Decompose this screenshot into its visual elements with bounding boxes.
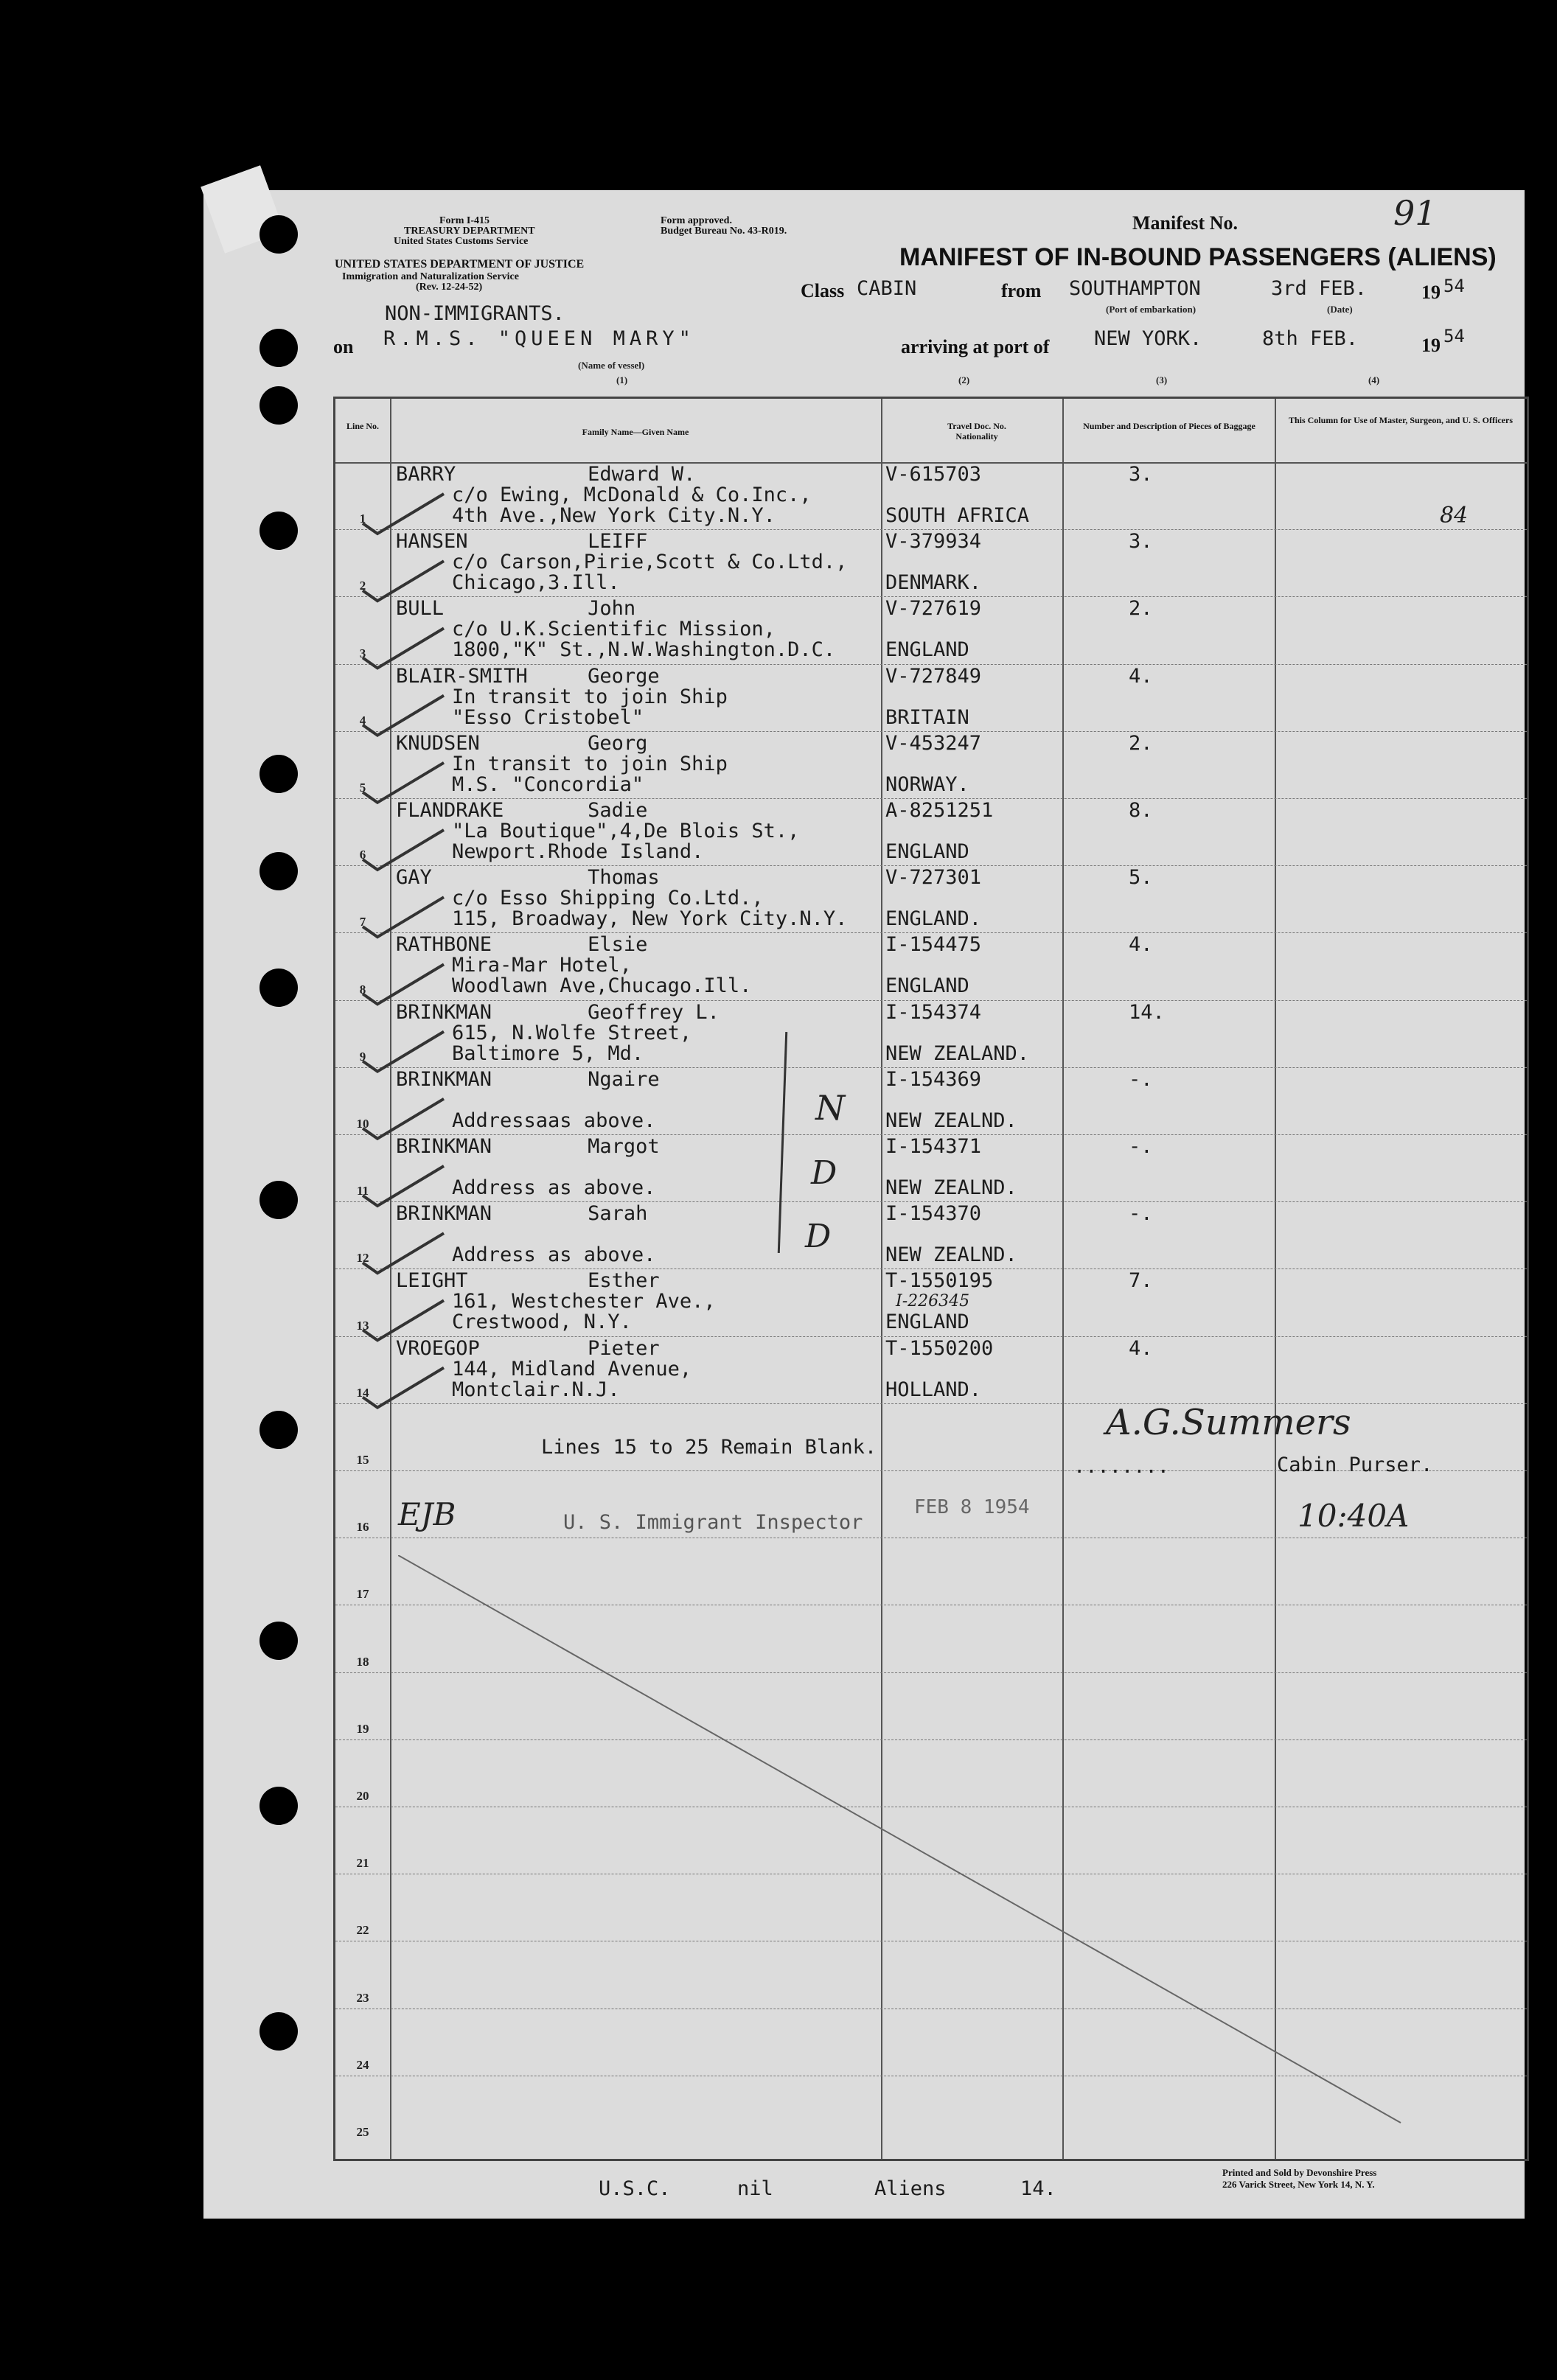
line-number: 12 <box>356 1251 369 1266</box>
travel-document-number: V-727849 <box>885 664 982 688</box>
line-number: 23 <box>356 1990 369 2005</box>
passenger-name: BRINKMAN Margot <box>396 1135 660 1158</box>
travel-document-number: V-727619 <box>885 597 982 621</box>
line-number: 4 <box>359 713 366 727</box>
vessel-caption: (Name of vessel) <box>578 360 645 371</box>
passenger-address-line-2: Address as above. <box>452 1176 656 1199</box>
binder-hole <box>260 329 298 367</box>
column-2-marker: (2) <box>958 374 970 385</box>
baggage-count: 5. <box>1129 866 1153 890</box>
line-number: 11 <box>356 1184 369 1198</box>
passenger-address-line-1: 144, Midland Avenue, <box>452 1357 692 1381</box>
baggage-count: -. <box>1129 1202 1153 1226</box>
nationality: NEW ZEALND. <box>885 1243 1017 1267</box>
passenger-address-line-1: Mira-Mar Hotel, <box>452 954 632 977</box>
passenger-address-line-1: In transit to join Ship <box>452 685 728 708</box>
binder-hole <box>260 755 298 793</box>
passenger-name: RATHBONE Elsie <box>396 933 648 957</box>
check-mark <box>363 561 444 601</box>
passenger-name: BULL John <box>396 597 636 621</box>
passenger-name: GAY Thomas <box>396 866 660 890</box>
revision: (Rev. 12-24-52) <box>416 282 483 293</box>
year-prefix: 19 <box>1421 282 1441 303</box>
travel-document-number: I-154369 <box>885 1067 982 1091</box>
binder-hole <box>260 1622 298 1660</box>
line-number: 7 <box>359 915 366 929</box>
baggage-count: -. <box>1129 1135 1153 1158</box>
line-number: 15 <box>356 1453 369 1467</box>
on-label: on <box>333 336 354 357</box>
cabin-purser: Cabin Purser. <box>1277 1454 1433 1476</box>
baggage-count: 14. <box>1129 1000 1165 1024</box>
check-mark <box>363 628 444 668</box>
passenger-name: BARRY Edward W. <box>396 463 696 486</box>
binder-hole <box>260 1181 298 1219</box>
line-number: 25 <box>356 2125 369 2139</box>
check-mark <box>363 964 444 1004</box>
printer-line-1: Printed and Sold by Devonshire Press <box>1222 2167 1377 2178</box>
passenger-address-line-2: 115, Broadway, New York City.N.Y. <box>452 907 848 931</box>
passenger-address-line-2: Baltimore 5, Md. <box>452 1041 644 1065</box>
travel-document-number: T-1550200 <box>885 1336 994 1360</box>
port-embarkation-caption: (Port of embarkation) <box>1106 304 1197 315</box>
passenger-name: LEIGHT Esther <box>396 1269 660 1293</box>
footer-nil: nil <box>737 2177 773 2200</box>
purser-signature: A.G.Summers <box>1106 1402 1351 1443</box>
col-name: Family Name—Given Name <box>582 427 689 437</box>
treasury-dept: TREASURY DEPARTMENT <box>404 226 535 237</box>
line-number: 14 <box>356 1385 369 1400</box>
inspector-initials: EJB <box>398 1496 456 1532</box>
year-prefix: 19 <box>1421 335 1441 356</box>
nationality: ENGLAND <box>885 840 969 863</box>
date-stamp: FEB 8 1954 <box>914 1496 1030 1518</box>
binder-hole <box>260 2012 298 2051</box>
line-number: 19 <box>356 1721 369 1736</box>
purser-dots: ........ <box>1073 1455 1170 1478</box>
line-number: 2 <box>359 579 366 593</box>
binder-hole <box>260 512 298 550</box>
baggage-count: 3. <box>1129 530 1153 554</box>
line-number: 13 <box>356 1318 369 1333</box>
binder-hole <box>260 1411 298 1449</box>
passenger-address-line-1: c/o Esso Shipping Co.Ltd., <box>452 887 764 910</box>
nationality: NEW ZEALAND. <box>885 1041 1030 1065</box>
binder-hole <box>260 215 298 254</box>
arrival-port: NEW YORK. <box>1094 327 1202 350</box>
check-mark <box>363 897 444 937</box>
passenger-address-line-1: "La Boutique",4,De Blois St., <box>452 820 800 842</box>
cancel-line <box>398 1555 1430 2130</box>
nationality: ENGLAND <box>885 638 969 662</box>
baggage-count: 7. <box>1129 1269 1153 1293</box>
embarkation-year: 54 <box>1443 276 1465 296</box>
passenger-name: BRINKMAN Ngaire <box>396 1067 660 1091</box>
col-officers: This Column for Use of Master, Surgeon, and U. S. Officers <box>1288 415 1513 425</box>
passenger-address-line-2: Crestwood, N.Y. <box>452 1311 632 1334</box>
manifest-number: 91 <box>1393 193 1437 233</box>
handwritten-d: D <box>805 1218 832 1255</box>
check-mark <box>363 1032 444 1072</box>
nationality: ENGLAND. <box>885 907 982 931</box>
travel-document-number: V-453247 <box>885 731 982 755</box>
nationality: ENGLAND <box>885 974 969 998</box>
binder-hole <box>260 969 298 1007</box>
baggage-count: -. <box>1129 1067 1153 1091</box>
nationality: ENGLAND <box>885 1311 969 1334</box>
col-baggage: Number and Description of Pieces of Baggage <box>1083 421 1255 431</box>
travel-document-number: T-1550195 <box>885 1269 994 1293</box>
passenger-address-line-2: 4th Ave.,New York City.N.Y. <box>452 504 776 527</box>
line-number: 9 <box>359 1049 366 1064</box>
passenger-address-line-2: Addressaas above. <box>452 1109 656 1132</box>
arrival-year: 54 <box>1443 326 1465 346</box>
passenger-address-line-2: 1800,"K" St.,N.W.Washington.D.C. <box>452 638 836 662</box>
passenger-address-line-1: c/o Ewing, McDonald & Co.Inc., <box>452 484 812 506</box>
baggage-count: 3. <box>1129 463 1153 486</box>
handwritten-d: D <box>811 1154 837 1192</box>
date-caption: (Date) <box>1327 304 1353 315</box>
passenger-name: HANSEN LEIFF <box>396 530 648 554</box>
blank-lines-note: Lines 15 to 25 Remain Blank. <box>541 1436 877 1459</box>
embarkation-port: SOUTHAMPTON <box>1069 277 1201 300</box>
line-number: 20 <box>356 1789 369 1803</box>
printer-line-2: 226 Varick Street, New York 14, N. Y. <box>1222 2179 1375 2190</box>
manifest-title: MANIFEST OF IN-BOUND PASSENGERS (ALIENS) <box>899 243 1497 271</box>
from-label: from <box>1001 280 1042 301</box>
binder-hole <box>260 852 298 890</box>
travel-document-correction: I-226345 <box>896 1292 970 1311</box>
line-number: 22 <box>356 1923 369 1938</box>
travel-document-number: V-379934 <box>885 530 982 554</box>
check-mark <box>363 1166 444 1206</box>
line-number: 5 <box>359 781 366 795</box>
nationality: DENMARK. <box>885 571 982 595</box>
travel-document-number: I-154475 <box>885 933 982 957</box>
handwritten-n: N <box>815 1088 846 1128</box>
check-mark <box>363 494 444 534</box>
passenger-name: BLAIR-SMITH George <box>396 664 660 688</box>
nationality: HOLLAND. <box>885 1378 982 1401</box>
time-stamp: 10:40A <box>1298 1498 1410 1534</box>
line-number: 18 <box>356 1654 369 1669</box>
line-number: 3 <box>359 646 366 660</box>
nationality: NEW ZEALND. <box>885 1176 1017 1199</box>
check-mark <box>363 1099 444 1139</box>
check-mark <box>363 763 444 803</box>
ins-service: Immigration and Naturalization Service <box>342 271 519 282</box>
column-3-marker: (3) <box>1156 374 1168 385</box>
line-number: 17 <box>356 1587 369 1602</box>
budget-bureau: Budget Bureau No. 43-R019. <box>661 226 787 237</box>
check-mark <box>363 1368 444 1408</box>
passenger-address-line-2: Newport.Rhode Island. <box>452 840 704 863</box>
passenger-address-line-1: In transit to join Ship <box>452 752 728 775</box>
form-approved: Form approved. <box>661 215 732 226</box>
column-4-marker: (4) <box>1368 374 1380 385</box>
passenger-name: KNUDSEN Georg <box>396 731 648 755</box>
line-number: 21 <box>356 1856 369 1871</box>
footer-aliens-count: 14. <box>1020 2177 1056 2200</box>
line-number: 24 <box>356 2057 369 2072</box>
travel-document-number: V-727301 <box>885 866 982 890</box>
col-line-no: Line No. <box>346 421 379 431</box>
baggage-count: 4. <box>1129 1336 1153 1360</box>
passenger-name: BRINKMAN Geoffrey L. <box>396 1000 720 1024</box>
passenger-name: VROEGOP Pieter <box>396 1336 660 1360</box>
passenger-address-line-1: c/o U.K.Scientific Mission, <box>452 618 776 641</box>
passenger-name: FLANDRAKE Sadie <box>396 799 648 822</box>
vessel-name: R.M.S. "QUEEN MARY" <box>383 327 695 350</box>
travel-document-number: I-154371 <box>885 1135 982 1158</box>
passenger-address-line-2: Montclair.N.J. <box>452 1378 620 1401</box>
inspector-label: U. S. Immigrant Inspector <box>563 1511 863 1534</box>
passenger-address-line-1: 615, N.Wolfe Street, <box>452 1021 692 1044</box>
class-value: CABIN <box>857 277 917 300</box>
travel-document-number: I-154374 <box>885 1000 982 1024</box>
baggage-count: 4. <box>1129 933 1153 957</box>
nationality: NORWAY. <box>885 772 969 796</box>
check-mark <box>363 696 444 736</box>
passenger-address-line-2: "Esso Cristobel" <box>452 705 644 729</box>
nationality: SOUTH AFRICA <box>885 504 1030 527</box>
baggage-count: 2. <box>1129 731 1153 755</box>
travel-document-number: A-8251251 <box>885 799 994 822</box>
embarkation-date: 3rd FEB. <box>1271 277 1368 300</box>
customs-service: United States Customs Service <box>394 236 529 247</box>
line-number: 1 <box>359 512 366 526</box>
line-number: 16 <box>356 1520 369 1535</box>
line-number: 6 <box>359 848 366 862</box>
arrival-date: 8th FEB. <box>1262 327 1359 350</box>
nationality: BRITAIN <box>885 705 969 729</box>
footer-aliens-label: Aliens <box>874 2177 947 2200</box>
passenger-address-line-2: Chicago,3.Ill. <box>452 571 620 595</box>
line-number: 10 <box>356 1117 369 1131</box>
passenger-address-line-2: Woodlawn Ave,Chucago.Ill. <box>452 974 752 998</box>
baggage-count: 4. <box>1129 664 1153 688</box>
check-mark <box>363 1300 444 1340</box>
check-mark <box>363 830 444 870</box>
binder-hole <box>260 386 298 425</box>
officer-note: 84 <box>1440 503 1469 528</box>
travel-document-number: I-154370 <box>885 1202 982 1226</box>
passenger-address-line-2: Address as above. <box>452 1243 656 1267</box>
check-marks <box>333 457 554 1415</box>
travel-document-number: V-615703 <box>885 463 982 486</box>
col-travel-doc: Travel Doc. No. Nationality <box>947 421 1006 442</box>
manifest-no-label: Manifest No. <box>1132 212 1238 234</box>
arriving-label: arriving at port of <box>901 336 1050 357</box>
passenger-name: BRINKMAN Sarah <box>396 1202 648 1226</box>
check-mark <box>363 1233 444 1273</box>
non-immigrants: NON-IMMIGRANTS. <box>385 302 565 325</box>
class-label: Class <box>801 280 845 301</box>
baggage-count: 8. <box>1129 799 1153 822</box>
binder-hole <box>260 1787 298 1825</box>
footer-usc: U.S.C. <box>599 2177 671 2200</box>
passenger-address-line-1: 161, Westchester Ave., <box>452 1290 716 1313</box>
baggage-count: 2. <box>1129 597 1153 621</box>
passenger-address-line-1: c/o Carson,Pirie,Scott & Co.Ltd., <box>452 551 848 574</box>
passenger-address-line-2: M.S. "Concordia" <box>452 772 644 796</box>
form-number: Form I-415 <box>439 215 490 226</box>
nationality: NEW ZEALND. <box>885 1109 1017 1132</box>
line-number: 8 <box>359 982 366 997</box>
column-1-marker: (1) <box>616 374 628 385</box>
justice-dept: UNITED STATES DEPARTMENT OF JUSTICE <box>335 258 585 271</box>
